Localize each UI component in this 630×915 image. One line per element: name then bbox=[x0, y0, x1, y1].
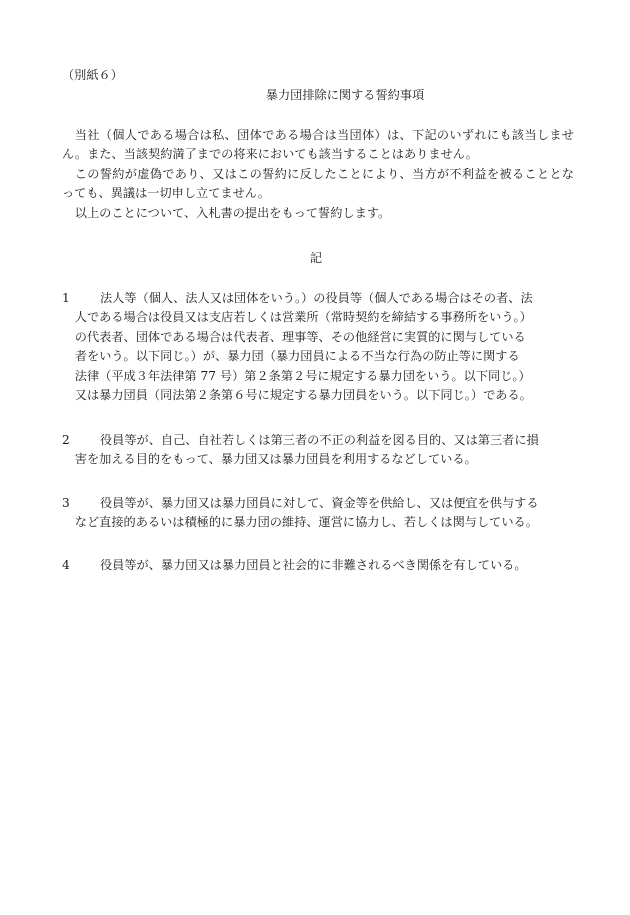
clause-number: 3 bbox=[62, 496, 70, 510]
clause-number: 2 bbox=[62, 433, 70, 447]
clause-line: 法律（平成３年法律第 77 号）第２条第２号に規定する暴力団をいう。以下同じ。） bbox=[74, 368, 531, 383]
clause-line: 人である場合は役員又は支店若しくは営業所（常時契約を締結する事務所をいう。） bbox=[74, 310, 532, 325]
clause-line bbox=[62, 494, 574, 513]
clause-text: 役員等が、暴力団又は暴力団員と社会的に非難されるべき関係を有している。 bbox=[100, 558, 527, 572]
clause-line bbox=[62, 431, 574, 450]
clause-line bbox=[62, 556, 574, 575]
clause-line: の代表者、団体である場合は代表者、理事等、その他経営に実質的に関与している bbox=[74, 329, 526, 344]
preamble-paragraph-1: 当社（個人である場合は私、団体である場合は当団体）は、下記のいずれにも該当しません。また、当該契約満了までの将来においても該当することはありません。 bbox=[62, 128, 574, 162]
clause-text: 役員等が、自己、自社若しくは第三者の不正の利益を図る目的、又は第三者に損 bbox=[100, 433, 539, 447]
clause-item-2 bbox=[62, 431, 574, 470]
clause-line bbox=[62, 289, 574, 308]
clause-item-4 bbox=[62, 556, 574, 575]
clause-text: 役員等が、暴力団又は暴力団員に対して、資金等を供給し、又は便宜を供与する bbox=[100, 496, 539, 510]
clause-number: 4 bbox=[62, 558, 70, 572]
annex-label: （別紙６） bbox=[62, 68, 123, 82]
document-title: 暴力団排除に関する誓約事項 bbox=[265, 88, 425, 102]
preamble-paragraph-2: この誓約が虚偽であり、又はこの誓約に反したことにより、当方が不利益を被ることとなっても、異議は一切申し立てません。 bbox=[62, 166, 574, 201]
clause-line: 害を加える目的をもって、暴力団又は暴力団員を利用するなどしている。 bbox=[74, 452, 477, 467]
preamble bbox=[62, 126, 574, 223]
clause-number: 1 bbox=[62, 291, 70, 305]
clause-item-3 bbox=[62, 494, 574, 533]
clause-item-1 bbox=[62, 289, 574, 405]
clause-text: 法人等（個人、法人又は団体をいう。）の役員等（個人である場合はその者、法 bbox=[100, 291, 533, 305]
preamble-paragraph-3: 以上のことについて、入札書の提出をもって誓約します。 bbox=[74, 205, 391, 220]
ki-heading: 記 bbox=[309, 251, 323, 265]
clause-line: など直接的あるいは積極的に暴力団の維持、運営に協力し、若しくは関与している。 bbox=[74, 515, 538, 530]
clause-line: 又は暴力団員（同法第２条第６号に規定する暴力団員をいう。以下同じ。）である。 bbox=[74, 388, 532, 403]
clause-line: 者をいう。以下同じ。）が、暴力団（暴力団員による不当な行為の防止等に関する bbox=[74, 349, 520, 364]
